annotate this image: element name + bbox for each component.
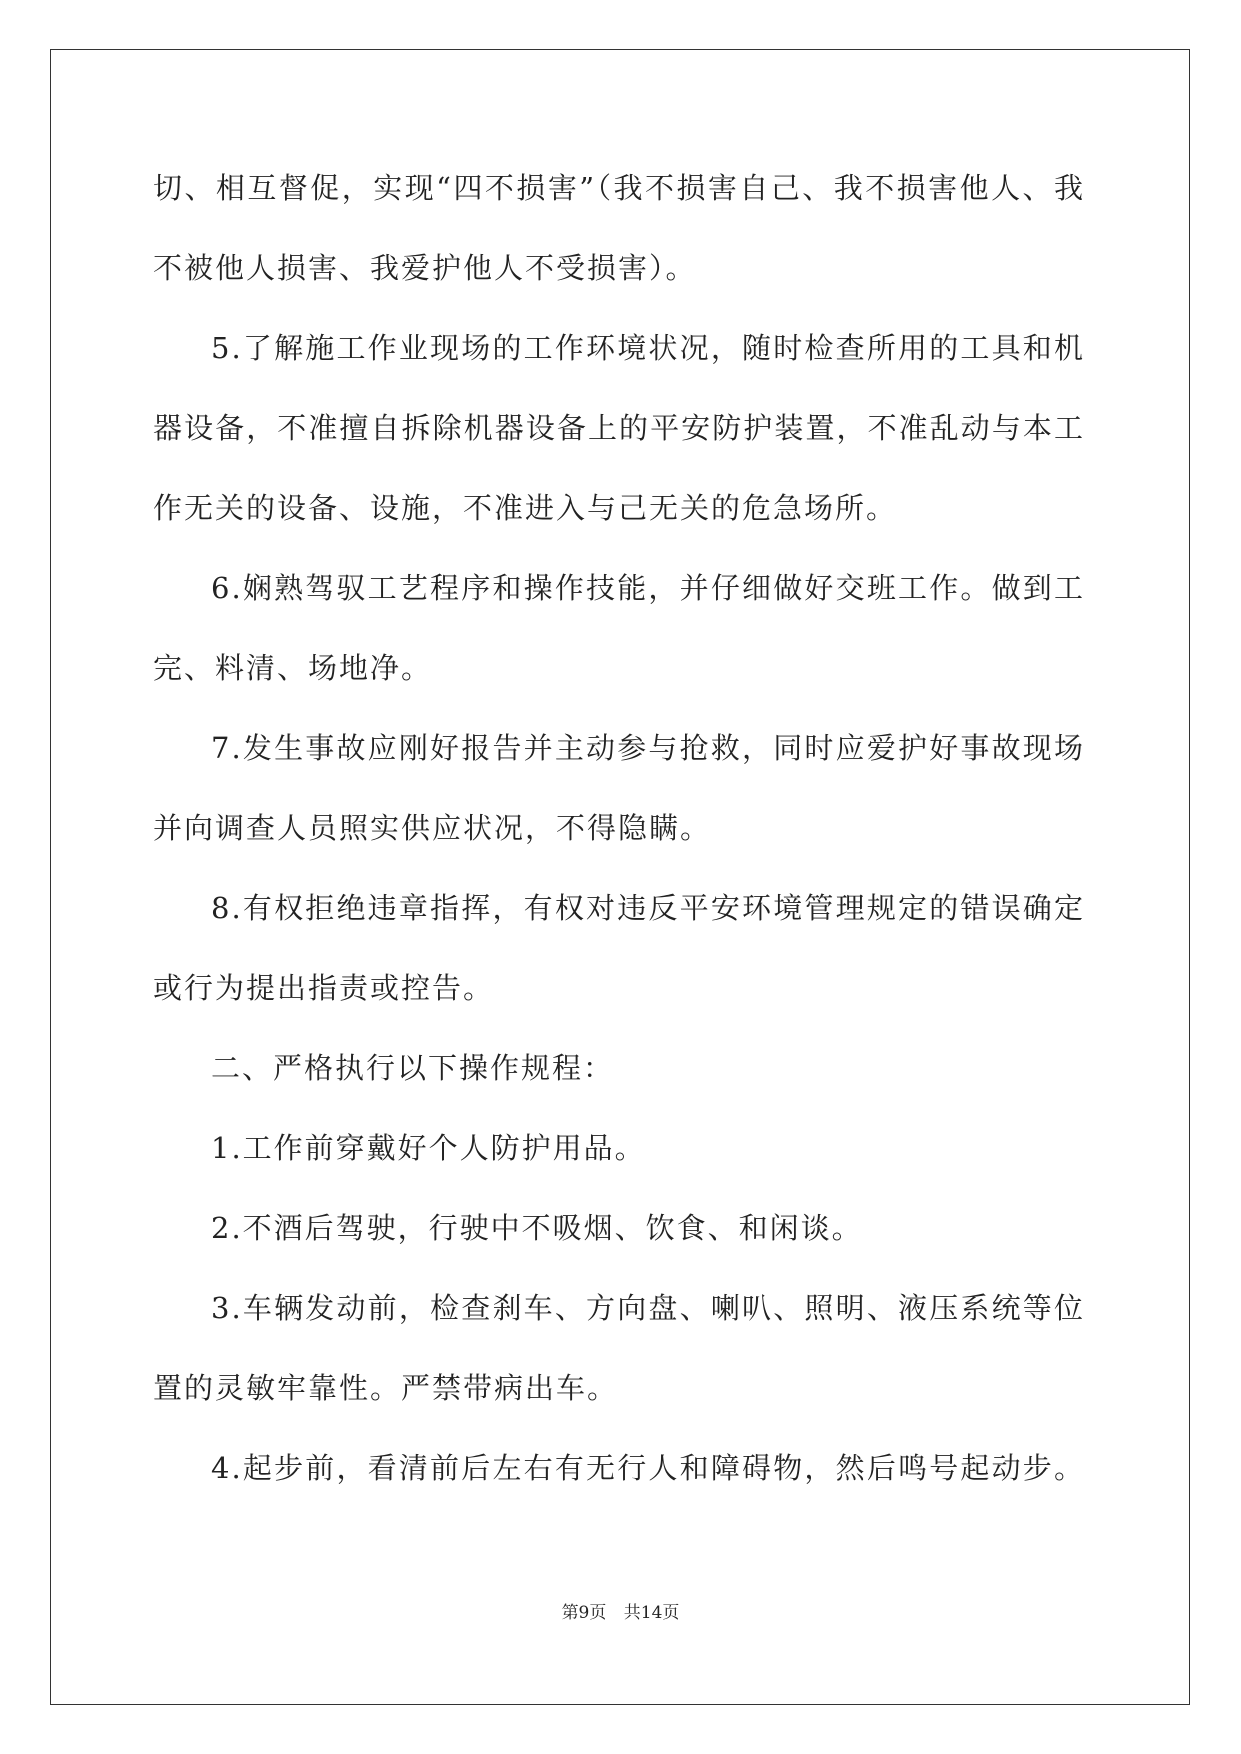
paragraph-line: 2.不酒后驾驶，行驶中不吸烟、饮食、和闲谈。 bbox=[211, 1211, 863, 1245]
paragraph-line: 7.发生事故应刚好报告并主动参与抢救，同时应爱护好事故现场 bbox=[211, 731, 1085, 765]
paragraph-line: 作无关的设备、设施，不准进入与己无关的危急场所。 bbox=[153, 491, 898, 525]
paragraph-line: 器设备，不准擅自拆除机器设备上的平安防护装置，不准乱动与本工 bbox=[153, 411, 1085, 445]
paragraph-line: 3.车辆发动前，检查刹车、方向盘、喇叭、照明、液压系统等位 bbox=[211, 1291, 1085, 1325]
page-number: 第9页 bbox=[561, 1603, 607, 1623]
section-heading: 二、严格执行以下操作规程： bbox=[211, 1051, 615, 1085]
paragraph-line: 并向调查人员照实供应状况，不得隐瞒。 bbox=[153, 811, 712, 845]
paragraph-line: 切、相互督促，实现“四不损害”（我不损害自己、我不损害他人、我 bbox=[153, 171, 1085, 205]
paragraph-line: 8.有权拒绝违章指挥，有权对违反平安环境管理规定的错误确定 bbox=[211, 891, 1085, 925]
document-body bbox=[153, 168, 1085, 1528]
page-footer bbox=[0, 1598, 1241, 1623]
paragraph-line: 1.工作前穿戴好个人防护用品。 bbox=[211, 1131, 646, 1165]
paragraph-line: 5.了解施工作业现场的工作环境状况，随时检查所用的工具和机 bbox=[211, 331, 1085, 365]
paragraph-line: 6.娴熟驾驭工艺程序和操作技能，并仔细做好交班工作。做到工 bbox=[211, 571, 1085, 605]
paragraph-line: 置的灵敏牢靠性。严禁带病出车。 bbox=[153, 1371, 619, 1405]
paragraph-line: 完、料清、场地净。 bbox=[153, 651, 433, 685]
paragraph-line: 或行为提出指责或控告。 bbox=[153, 971, 495, 1005]
paragraph-line: 不被他人损害、我爱护他人不受损害）。 bbox=[153, 251, 697, 285]
page-total: 共14页 bbox=[623, 1603, 680, 1623]
paragraph-line: 4.起步前，看清前后左右有无行人和障碍物，然后鸣号起动步。 bbox=[211, 1451, 1085, 1485]
